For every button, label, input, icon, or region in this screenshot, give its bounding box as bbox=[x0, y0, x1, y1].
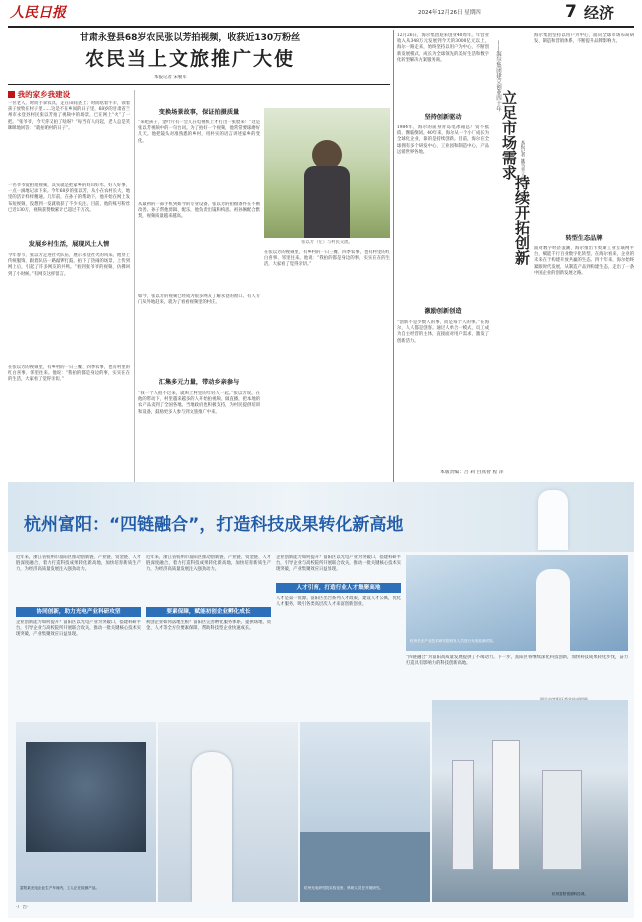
lead-paragraph-1: 一位老人，时而手拿农具，走在田间垄上；时而吆着牛羊，领着孩子放牧在村子里……这是不在乡间的日子里，68岁的甘肃省兰州市永登县村民张以芳拍了视频中的场景，已在网上“火”了一把。“张爷爷，今天你又拍了啥呀？”每当有人问起，老人总是笑眯眯地回答：“就拍咱村的日子”。 bbox=[8, 101, 130, 131]
bottom-paragraph-4a: 企业创新能力如何提升？富阳区以光电产业为突破口，搭建科研平台，引导企业与高校院所开展联合攻关，推动一批关键核心技术实现突破，产业集聚效应日益显现。 bbox=[276, 555, 401, 573]
lead-byline: 本报记者 宋朝军 bbox=[154, 75, 187, 80]
footer-editor: 本版责编：吕 莉 白真智 程 萍 bbox=[440, 470, 504, 475]
column-label bbox=[8, 90, 70, 99]
bottom-paragraph-2: 企业创新能力如何提升？富阳区以光电产业为突破口，搭建科研平台，引导企业与高校院所开展联合攻关，推动一批关键核心技术实现突破，产业集聚效应日益显现。 bbox=[16, 620, 141, 638]
section-name: 经济 bbox=[584, 4, 615, 22]
lab-photo-3 bbox=[300, 722, 430, 902]
bottom-subhead-2-text: 要素保障，赋能初创企业孵化成长 bbox=[166, 609, 251, 615]
lab-photo-right-caption: 杭州长光产业技术研究院研发人员进行光电检测试验。 bbox=[410, 639, 497, 643]
aerial-tower-3 bbox=[542, 770, 582, 870]
right-subhead-2: 激励创新创造 bbox=[424, 308, 462, 315]
lab-photo-2-person bbox=[192, 752, 232, 902]
lab-photo-1 bbox=[16, 722, 156, 902]
mid-subhead-1: 变换场景故事，保证拍摄质量 bbox=[158, 109, 240, 116]
bottom-paragraph-4: 人才是第一资源。富阳区出台系列人才政策，建设人才公寓，优化人才服务，吸引各类高层次人才来富创新创业。 bbox=[276, 596, 401, 608]
masthead-rule bbox=[8, 26, 634, 28]
lead-headline: 农民当上文旅推广大使 bbox=[84, 48, 295, 70]
aerial-photo bbox=[432, 700, 628, 902]
section-divider bbox=[393, 30, 394, 482]
far-right-paragraph-1: 海尔集团坚持以用户为中心，面向全球市场布局研发、制造和营销体系，不断提升品牌影响力。 bbox=[534, 33, 634, 45]
right-paragraph-1: 12月26日，海尔集团迎来创业40周年。年营业收入从348万元发展到今天的3000亿元以上，海尔一路走来，始终坚持以用户为中心，不断创新发展模式，成长为全球领先的美好生活和数字化转型解决方案服务商。 bbox=[397, 33, 489, 63]
lab-photo-3-caption: 杭州光电研究院实验室里，科研人员在开展研究。 bbox=[304, 886, 384, 890]
bottom-headline: 杭州富阳：“四链融合”，打造科技成果转化新高地 bbox=[24, 515, 404, 535]
bottom-subhead-3 bbox=[276, 583, 401, 593]
issue-date: 2024年12月26日 星期四 bbox=[418, 10, 481, 16]
lead-paragraph-3: 今年春节，张以芳走进社火队伍，展示永登社火的风采。他穿上传统服饰，跟着队伍一路敲锣打鼓，拍下了热闹的场景，上传到网上后，引起了许多网友的共鸣。“看到张爷爷的视频，仿佛回到了小时候。”有网友这样留言。 bbox=[8, 253, 130, 277]
photo-caption-left: 张以芳（左）与村民交流。 bbox=[301, 240, 353, 245]
right-paragraph-2: 1984年，海尔的前身青岛电冰箱总厂资不抵债、濒临倒闭。40年来，海尔从一个小厂成长为全球化企业，靠的是持续创新。目前，海尔在全球拥有多个研发中心、工业园和制造中心，产品远销世界各地。 bbox=[397, 125, 489, 155]
lab-photo-right bbox=[406, 555, 628, 651]
mid-paragraph-3: 如今，张以芳的视频已经成为很多网友了解永登的窗口。有人专门从外地赶来，就为了看看视频里的村庄。 bbox=[138, 294, 260, 306]
right-paragraph-3: “创新不是少数人的事，而是每个人的事。”在海尔，人人都是创客。通过人单合一模式，员工成为自主经营的主体，直接面对用户需求，激发了创新活力。 bbox=[397, 320, 489, 344]
farm-photo bbox=[264, 108, 390, 238]
bottom-subhead-1 bbox=[16, 607, 141, 617]
newspaper-logo: 人民日报 bbox=[10, 5, 66, 21]
bottom-subhead-3-text: 人才引育，打造行业人才集聚高地 bbox=[296, 585, 381, 591]
aerial-tower-1 bbox=[452, 760, 474, 870]
lead-paragraph-4: 在张以芳的视频里，有乡村的一日三餐、四季农事，也有村里的红白喜事、邻里往来。他说：“我拍的都是身边的事，实实在在的生活，大家看了觉得亲切。” bbox=[8, 365, 130, 383]
column-divider bbox=[134, 90, 135, 482]
lead-subhead-1: 发展乡村生活，展现风土人情 bbox=[28, 241, 110, 248]
bottom-paragraph-3: 初创企业如何落地生根？富阳区完善孵化服务体系，提供场地、资金、人才等全方位要素保障，帮助科技型企业快速成长。 bbox=[146, 620, 271, 632]
bottom-paragraph-1: 近年来，浙江省杭州市富阳区推动创新链、产业链、资金链、人才链深度融合，着力打造科技成果转化新高地，加快培育新质生产力，为经济高质量发展注入强劲动力。 bbox=[16, 555, 141, 573]
mid-paragraph-1: “来吧孩子，金叶片有一会儿在电视机上才打出一张脸来！”这是张以芳视频中的一句台词。为了拍好一个视频，他常常要琢磨好几天。他把镜头对准熟悉的乡村，用朴实的语言讲述家乡的变化。 bbox=[138, 120, 260, 144]
vertical-title-2: 持续开拓创新 bbox=[513, 175, 531, 265]
page-number: 7 bbox=[565, 2, 577, 22]
lab-photo-1-caption: 富阳某光电企业生产车间内，工人正在检测产品。 bbox=[20, 886, 100, 890]
mid-subhead-2: 汇集多元力量，带动乡亲参与 bbox=[158, 379, 240, 386]
vertical-title-1: 立足市场需求 bbox=[500, 90, 518, 180]
lead-continuation: 在张以芳的视频里，有乡村的一日三餐、四季农事，也有村里的红白喜事、邻里往来。他说：“我拍的都是身边的事，实实在在的生活，大家看了觉得亲切。” bbox=[264, 250, 390, 268]
ad-label: ·广告· bbox=[16, 905, 29, 910]
bottom-subhead-2 bbox=[146, 607, 271, 617]
lead-rule bbox=[8, 84, 390, 85]
column-label-icon bbox=[8, 91, 15, 98]
lab-photo-1-equipment bbox=[26, 742, 146, 852]
bottom-paragraph-3a: 近年来，浙江省杭州市富阳区推动创新链、产业链、资金链、人才链深度融合，着力打造科技成果转化新高地，加快培育新质生产力，为经济高质量发展注入强劲动力。 bbox=[146, 555, 271, 573]
masthead bbox=[0, 0, 642, 24]
lab-photo-2 bbox=[158, 722, 298, 902]
lead-kicker: 甘肃永登县68岁农民张以芳拍视频，收获近130万粉丝 bbox=[79, 33, 301, 43]
bottom-subhead-1-text: 协同创新，助力光电产业科研攻坚 bbox=[36, 609, 121, 615]
vertical-deck: ——海尔集团建立创业四十年 bbox=[495, 40, 501, 112]
farm-photo-body bbox=[304, 166, 350, 238]
far-right-subhead: 转型生态品牌 bbox=[565, 235, 603, 242]
column-label-text: 我的家乡我建设 bbox=[17, 90, 71, 99]
bottom-paragraph-5: “四链融合”为富阳高质量发展提供了不竭动力。下一步，富阳区将继续深化科技创新，加快科技成果转化步伐，奋力打造具有影响力的科技创新高地。 bbox=[406, 655, 628, 667]
aerial-tower-2 bbox=[492, 740, 520, 870]
vertical-author: 本报记者 姚雪青 王沛 bbox=[520, 140, 525, 182]
mid-paragraph-2: 从最初的一部手机到如今的专业设备，张以芳的拍摄条件在不断改善。孙子帮他剪辑、配乐，他负责出镜和构思。祖孙俩配合默契，视频质量越来越高。 bbox=[138, 202, 260, 220]
lead-paragraph-2: 一名爷爷爱拍短视频，其实就是把家乡的好山好水、好人好事，一点一滴地记录下来。今年68岁的张以芳，从小在农村长大，地里的活计样样精通。几年前，在孙子的帮助下，他开始在网上发布短视频，没想到一发就收获了不少关注。目前，他的账号粉丝已近130万，视频获赞数累计已超过千万次。 bbox=[8, 183, 130, 213]
right-subhead-1: 坚持创新驱动 bbox=[424, 114, 462, 121]
banner-lab-figure bbox=[538, 490, 568, 550]
lab-photo-3-bench bbox=[300, 832, 430, 902]
aerial-photo-caption: 杭州富阳银湖科技城。 bbox=[552, 892, 588, 896]
mid-paragraph-4: “我一个人拍不过来，就叫上村里的年轻人一起。”张以芳说。在他的带动下，村里越来越多的人开始拍视频、做直播，把本地的农产品卖到了全国各地。当地政府也积极支持，为村民提供培训和设备，鼓励更多人参与到文旅推广中来。 bbox=[138, 391, 260, 415]
far-right-paragraph-2: 面对数字经济浪潮，海尔推出卡奥斯工业互联网平台，赋能千行百业数字化转型。在海尔看来，企业的未来在于构建开放共赢的生态。四十年来，海尔始终紧跟时代发展，从制造产品到构建生态，走出了一条中国企业的创新发展之路。 bbox=[534, 246, 634, 276]
